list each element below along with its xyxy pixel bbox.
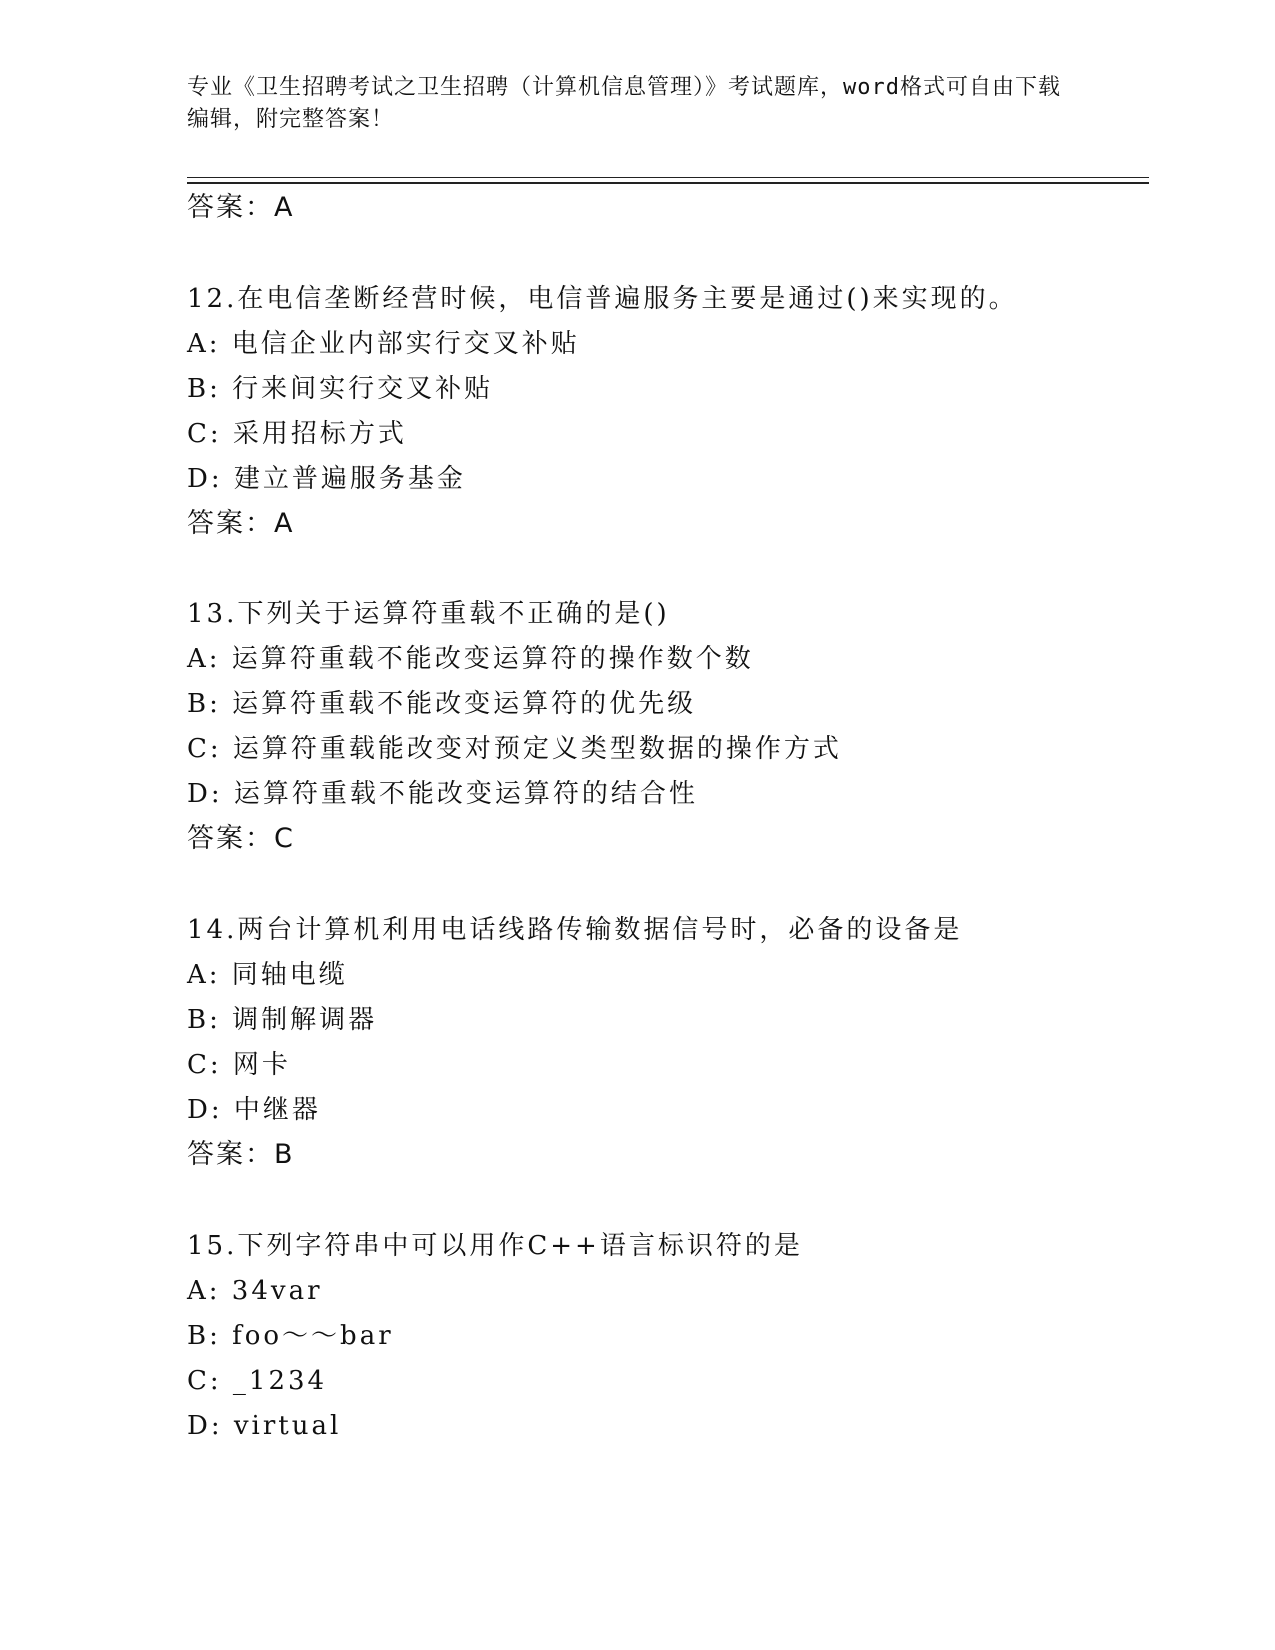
header-rule-thin [187,177,1149,178]
question-14-option-c: C: 网卡 [187,1050,291,1080]
question-13-option-c: C: 运算符重载能改变对预定义类型数据的操作方式 [187,734,842,764]
question-12-option-b: B: 行来间实行交叉补贴 [187,374,494,404]
question-15-stem: 15.下列字符串中可以用作C++语言标识符的是 [187,1231,803,1261]
question-12-option-c: C: 采用招标方式 [187,419,407,449]
question-12-stem: 12.在电信垄断经营时候，电信普遍服务主要是通过()来实现的。 [187,284,1018,314]
question-15-option-c: C: _1234 [187,1366,328,1396]
question-14-option-a: A: 同轴电缆 [187,960,348,990]
question-13-option-b: B: 运算符重载不能改变运算符的优先级 [187,689,697,719]
question-14-answer: 答案：B [187,1139,295,1170]
question-14-option-b: B: 调制解调器 [187,1005,378,1035]
question-14-stem: 14.两台计算机利用电话线路传输数据信号时，必备的设备是 [187,915,963,945]
question-13-answer: 答案：C [187,823,295,854]
question-14-option-d: D: 中继器 [187,1095,321,1125]
question-13-option-a: A: 运算符重载不能改变运算符的操作数个数 [187,644,754,674]
header-rule-thick [187,182,1149,184]
previous-answer: 答案：A [187,192,295,223]
document-intro: 专业《卫生招聘考试之卫生招聘（计算机信息管理）》考试题库，word格式可自由下载编辑，附完整答案！ [187,75,1061,132]
question-13-option-d: D: 运算符重载不能改变运算符的结合性 [187,779,698,809]
question-15-option-d: D: virtual [187,1411,342,1441]
question-12-option-a: A: 电信企业内部实行交叉补贴 [187,329,580,359]
question-15-option-a: A: 34var [187,1276,323,1306]
question-13-stem: 13.下列关于运算符重载不正确的是() [187,599,670,629]
question-15-option-b: B: foo～～bar [187,1321,394,1351]
question-12-option-d: D: 建立普遍服务基金 [187,464,466,494]
question-12-answer: 答案：A [187,508,295,539]
